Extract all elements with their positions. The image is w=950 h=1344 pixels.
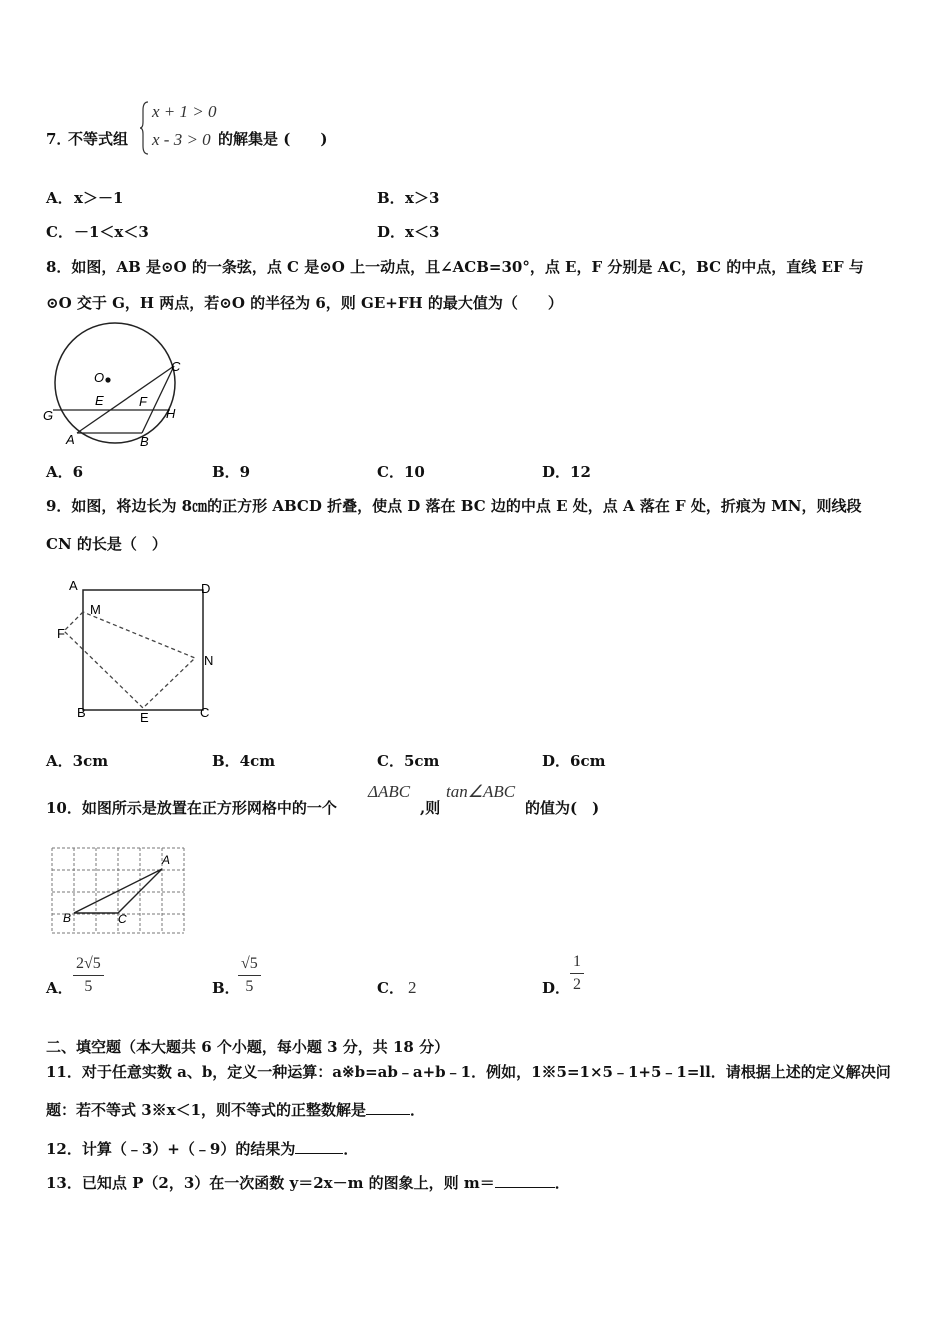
fraction-numerator: √5 xyxy=(238,953,261,976)
q12-stem-end: ． xyxy=(343,1140,359,1158)
q10-option-d-label: D． xyxy=(542,979,571,997)
label-c: C xyxy=(118,912,127,926)
q11-stem-line1: 11．对于任意实数 a、b，定义一种运算：a※b=ab﹣a+b﹣1．例如，1※5=1×5﹣1+5﹣1=ll．请根据上述的定义解决问 xyxy=(46,1063,891,1081)
label-a: A xyxy=(162,853,171,867)
label-m: M xyxy=(90,602,101,617)
q7-number: 7． xyxy=(46,130,72,148)
label-f: F xyxy=(139,394,147,409)
q10-option-d-fraction xyxy=(570,951,584,996)
q9-stem-line1: 9．如图，将边长为 8㎝的正方形 ABCD 折叠，使点 D 落在 BC 边的中点 E 处，点 A 落在 F 处，折痕为 MN，则线段 xyxy=(46,497,862,515)
q8-stem-line2: ⊙O 交于 G，H 两点，若⊙O 的半径为 6，则 GE+FH 的最大值为（ ） xyxy=(46,294,563,312)
q9-option-a: A．3cm xyxy=(46,752,109,770)
q8-option-c: C．10 xyxy=(377,463,425,481)
q8-option-d: D．12 xyxy=(542,463,591,481)
q11-stem-line2-text: 题：若不等式 3※x＜1，则不等式的正整数解是 xyxy=(46,1101,367,1119)
q10-stem-post: 的值为( ) xyxy=(525,799,600,817)
q7-option-d-label: D． xyxy=(377,223,406,241)
label-e: E xyxy=(95,393,104,408)
label-d: D xyxy=(201,581,211,596)
q7-stem: 不等式组 xyxy=(68,130,129,148)
q10-grid-figure xyxy=(46,842,191,937)
label-o: O xyxy=(94,370,105,385)
q7-system-line2: x - 3 > 0 xyxy=(152,130,211,149)
label-e: E xyxy=(140,710,149,725)
q7-option-a: x＞－1 xyxy=(74,189,124,207)
q7-option-b-label: B． xyxy=(377,189,405,207)
q8-option-b: B．9 xyxy=(212,463,251,481)
q10-option-a-fraction xyxy=(73,953,104,998)
q12-stem-text: 12．计算（﹣3）+（﹣9）的结果为 xyxy=(46,1140,296,1158)
q13-stem-text: 13．已知点 P（2，3）在一次函数 y＝2x－m 的图象上，则 m＝ xyxy=(46,1174,495,1192)
q8-stem-line1: 8．如图，AB 是⊙O 的一条弦，点 C 是⊙O 上一动点，且∠ACB=30°，点 E，F 分别是 AC，BC 的中点，直线 EF 与 xyxy=(46,258,864,276)
label-b: B xyxy=(140,434,149,449)
q7-option-b: x＞3 xyxy=(405,189,440,207)
q13-stem-end: ． xyxy=(554,1174,570,1192)
square-abcd xyxy=(83,590,203,710)
q7-brace xyxy=(140,100,150,156)
center-point-o xyxy=(105,377,110,382)
q8-circle-figure xyxy=(40,320,190,450)
q10-stem-mid: ,则 xyxy=(420,799,441,817)
q10-tan-expression: tan∠ABC xyxy=(446,782,516,801)
fraction-denominator: 5 xyxy=(245,978,254,995)
circle-o xyxy=(55,323,175,443)
label-c: C xyxy=(200,705,210,720)
label-h: H xyxy=(166,406,176,421)
q9-stem-line2: CN 的长是（ ） xyxy=(46,535,167,553)
q7-option-a-label: A． xyxy=(46,189,73,207)
fraction-numerator: 1 xyxy=(570,951,584,974)
q12-answer-blank xyxy=(295,1139,343,1154)
q10-option-a-label: A． xyxy=(46,979,73,997)
q13-stem xyxy=(46,1172,570,1193)
q9-option-d: D．6cm xyxy=(542,752,606,770)
label-a: A xyxy=(66,432,75,447)
q7-system-line1: x + 1 > 0 xyxy=(152,102,217,121)
q9-square-figure xyxy=(50,574,230,729)
q8-option-a: A．6 xyxy=(46,463,84,481)
q12-stem xyxy=(46,1138,358,1159)
q9-option-b: B．4cm xyxy=(212,752,276,770)
q7-tail: 的解集是 ( ) xyxy=(218,130,328,148)
fraction-numerator: 2√5 xyxy=(73,953,104,976)
q11-answer-blank xyxy=(366,1100,410,1115)
q10-triangle-symbol: ΔABC xyxy=(368,782,411,801)
fraction-denominator: 5 xyxy=(84,978,93,995)
q7-option-d: x＜3 xyxy=(405,223,440,241)
q10-option-b-label: B． xyxy=(212,979,240,997)
q10-option-c-value: 2 xyxy=(408,978,417,997)
q7-option-c: －1＜x＜3 xyxy=(74,223,149,241)
q10-option-b-fraction xyxy=(238,953,261,998)
label-n: N xyxy=(204,653,214,668)
q7-option-c-label: C． xyxy=(46,223,73,241)
q10-stem-pre: 10．如图所示是放置在正方形网格中的一个 xyxy=(46,799,337,817)
section-2-heading: 二、填空题（本大题共 6 个小题，每小题 3 分，共 18 分） xyxy=(46,1038,450,1056)
q9-option-c: C．5cm xyxy=(377,752,440,770)
label-a: A xyxy=(69,578,78,593)
label-f: F xyxy=(57,626,65,641)
fraction-denominator: 2 xyxy=(573,976,581,993)
q13-answer-blank xyxy=(495,1173,555,1188)
label-c: C xyxy=(171,359,181,374)
label-b: B xyxy=(63,911,72,925)
label-b: B xyxy=(77,705,86,720)
q11-stem-line2 xyxy=(46,1099,425,1120)
q10-option-c-label: C． xyxy=(377,979,404,997)
q11-stem-line2-end: ． xyxy=(410,1101,426,1119)
label-g: G xyxy=(43,408,54,423)
